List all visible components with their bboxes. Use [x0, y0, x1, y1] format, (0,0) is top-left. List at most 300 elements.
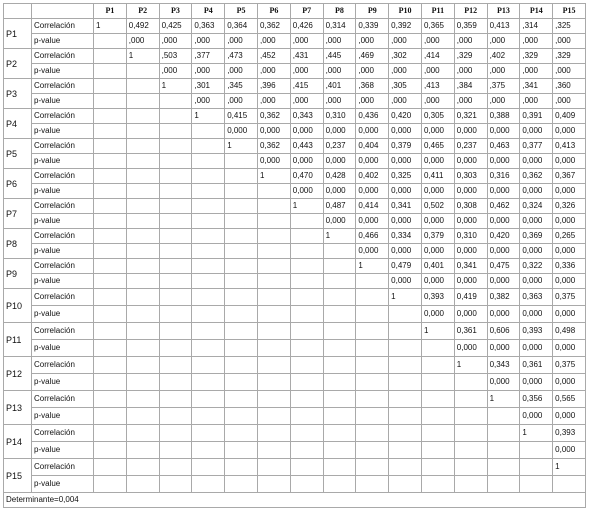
correlation-value: 0,502 [421, 199, 454, 214]
correlation-value: ,396 [257, 79, 290, 94]
correlation-row [4, 139, 586, 154]
correlation-value [225, 425, 258, 442]
pvalue-value [94, 154, 127, 169]
pvalue-value [94, 274, 127, 289]
table-body [4, 19, 586, 493]
correlation-value [94, 199, 127, 214]
pvalue-row [4, 124, 586, 139]
pvalue-value [553, 476, 586, 493]
pvalue-row [4, 374, 586, 391]
correlation-value: 0,359 [454, 19, 487, 34]
correlation-value [192, 199, 225, 214]
correlation-value: 0,428 [323, 169, 356, 184]
pvalue-value [126, 374, 159, 391]
correlation-value [159, 289, 192, 306]
correlation-value [323, 425, 356, 442]
correlation-value [159, 459, 192, 476]
pvalue-value [323, 442, 356, 459]
correlation-value [421, 425, 454, 442]
correlation-value [356, 357, 389, 374]
correlation-value: 0,393 [520, 323, 553, 340]
pvalue-value: 0,000 [553, 154, 586, 169]
pvalue-value: 0,000 [257, 154, 290, 169]
correlation-value: 0,415 [225, 109, 258, 124]
pvalue-value [356, 340, 389, 357]
pvalue-value [94, 408, 127, 425]
pvalue-value: ,000 [553, 94, 586, 109]
pvalue-value [94, 214, 127, 229]
pvalue-value [356, 442, 389, 459]
correlation-value: ,377 [192, 49, 225, 64]
pvalue-value [159, 408, 192, 425]
pvalue-value: 0,000 [487, 274, 520, 289]
pvalue-value [192, 184, 225, 199]
pvalue-value: ,000 [487, 64, 520, 79]
correlation-value [290, 259, 323, 274]
correlation-value [421, 459, 454, 476]
pvalue-value [257, 214, 290, 229]
correlation-row [4, 357, 586, 374]
correlation-row [4, 79, 586, 94]
pvalue-value [323, 244, 356, 259]
correlation-value: 0,321 [454, 109, 487, 124]
correlation-value: 0,375 [553, 357, 586, 374]
header-row [4, 4, 586, 19]
correlation-label: Correlación [32, 49, 94, 64]
correlation-value [257, 199, 290, 214]
correlation-value: ,345 [225, 79, 258, 94]
pvalue-value [126, 340, 159, 357]
correlation-value: 0,392 [389, 19, 422, 34]
correlation-value: 0,393 [421, 289, 454, 306]
pvalue-value: ,000 [323, 34, 356, 49]
pvalue-value: ,000 [389, 64, 422, 79]
correlation-value: 1 [159, 79, 192, 94]
pvalue-value [323, 476, 356, 493]
pvalue-value: 0,000 [389, 274, 422, 289]
pvalue-value [159, 94, 192, 109]
correlation-value: ,503 [159, 49, 192, 64]
pvalue-value [94, 34, 127, 49]
pvalue-value: 0,000 [290, 154, 323, 169]
correlation-label: Correlación [32, 199, 94, 214]
correlation-value: 0,343 [487, 357, 520, 374]
correlation-value: 0,388 [487, 109, 520, 124]
pvalue-value [225, 274, 258, 289]
pvalue-value: 0,000 [323, 214, 356, 229]
correlation-value [159, 357, 192, 374]
correlation-value: ,452 [257, 49, 290, 64]
correlation-value [126, 79, 159, 94]
correlation-value [126, 199, 159, 214]
pvalue-value: ,000 [192, 34, 225, 49]
correlation-value: ,329 [553, 49, 586, 64]
correlation-value [192, 229, 225, 244]
pvalue-value [225, 214, 258, 229]
correlation-label: Correlación [32, 139, 94, 154]
correlation-value [454, 425, 487, 442]
pvalue-value: 0,000 [553, 408, 586, 425]
pvalue-value [225, 154, 258, 169]
row-header: P11 [4, 323, 32, 357]
pvalue-value: 0,000 [487, 374, 520, 391]
pvalue-value: ,000 [356, 34, 389, 49]
pvalue-value [126, 154, 159, 169]
correlation-label: Correlación [32, 169, 94, 184]
correlation-value: 0,362 [257, 139, 290, 154]
pvalue-row [4, 184, 586, 199]
pvalue-value [323, 340, 356, 357]
correlation-value: 1 [389, 289, 422, 306]
pvalue-value [159, 274, 192, 289]
correlation-value: 0,336 [553, 259, 586, 274]
pvalue-value [159, 184, 192, 199]
correlation-value [94, 459, 127, 476]
pvalue-value: 0,000 [421, 184, 454, 199]
correlation-value: 0,369 [520, 229, 553, 244]
correlation-value [389, 391, 422, 408]
row-header: P15 [4, 459, 32, 493]
pvalue-value: 0,000 [487, 154, 520, 169]
pvalue-value [159, 442, 192, 459]
correlation-row [4, 323, 586, 340]
pvalue-value [159, 244, 192, 259]
pvalue-value [389, 408, 422, 425]
pvalue-value: ,000 [257, 34, 290, 49]
correlation-value: 0,339 [356, 19, 389, 34]
pvalue-value [94, 184, 127, 199]
pvalue-value [290, 244, 323, 259]
correlation-value [356, 391, 389, 408]
correlation-value: 1 [454, 357, 487, 374]
pvalue-value: 0,000 [520, 244, 553, 259]
correlation-value: 0,322 [520, 259, 553, 274]
correlation-value [257, 323, 290, 340]
pvalue-value: 0,000 [454, 124, 487, 139]
correlation-value [126, 323, 159, 340]
correlation-value [126, 259, 159, 274]
pvalue-value: 0,000 [487, 184, 520, 199]
pvalue-value [192, 442, 225, 459]
pvalue-value: 0,000 [520, 408, 553, 425]
correlation-value: 0,443 [290, 139, 323, 154]
correlation-row [4, 49, 586, 64]
correlation-value [192, 391, 225, 408]
pvalue-value: 0,000 [454, 340, 487, 357]
correlation-value: 0,361 [454, 323, 487, 340]
pvalue-value: ,000 [290, 34, 323, 49]
correlation-value: 0,487 [323, 199, 356, 214]
correlation-value [126, 109, 159, 124]
pvalue-value: 0,000 [553, 274, 586, 289]
column-header: P10 [389, 4, 422, 19]
correlation-value: 0,377 [520, 139, 553, 154]
row-header: P10 [4, 289, 32, 323]
correlation-value: 0,341 [454, 259, 487, 274]
correlation-value: 0,462 [487, 199, 520, 214]
correlation-row [4, 169, 586, 184]
row-header: P6 [4, 169, 32, 199]
correlation-value [159, 139, 192, 154]
correlation-label: Correlación [32, 425, 94, 442]
pvalue-row [4, 408, 586, 425]
pvalue-value: 0,000 [323, 184, 356, 199]
pvalue-value [454, 408, 487, 425]
correlation-value: 0,402 [356, 169, 389, 184]
pvalue-value [421, 442, 454, 459]
pvalue-value: ,000 [520, 34, 553, 49]
pvalue-value: ,000 [192, 64, 225, 79]
pvalue-value [257, 306, 290, 323]
correlation-value [126, 229, 159, 244]
correlation-value: 0,326 [553, 199, 586, 214]
correlation-value: 0,314 [323, 19, 356, 34]
correlation-value: ,473 [225, 49, 258, 64]
pvalue-value [192, 124, 225, 139]
pvalue-value [257, 476, 290, 493]
column-header: P4 [192, 4, 225, 19]
pvalue-value: 0,000 [454, 244, 487, 259]
correlation-value [520, 459, 553, 476]
correlation-value: 0,425 [159, 19, 192, 34]
pvalue-value: ,000 [225, 94, 258, 109]
correlation-value: 1 [323, 229, 356, 244]
pvalue-value: 0,000 [356, 154, 389, 169]
pvalue-value [126, 408, 159, 425]
correlation-value [487, 459, 520, 476]
correlation-value [126, 391, 159, 408]
pvalue-value: ,000 [389, 94, 422, 109]
pvalue-value [487, 476, 520, 493]
correlation-value: 0,379 [421, 229, 454, 244]
pvalue-value: 0,000 [487, 340, 520, 357]
correlation-value [323, 289, 356, 306]
pvalue-value: 0,000 [356, 214, 389, 229]
pvalue-value [356, 274, 389, 289]
pvalue-value: ,000 [126, 34, 159, 49]
pvalue-value [225, 184, 258, 199]
correlation-value [94, 289, 127, 306]
correlation-value [323, 259, 356, 274]
correlation-value: 0,362 [520, 169, 553, 184]
correlation-value: 0,362 [257, 109, 290, 124]
correlation-value [290, 289, 323, 306]
correlation-row [4, 199, 586, 214]
pvalue-value: ,000 [454, 94, 487, 109]
pvalue-label: p-value [32, 124, 94, 139]
correlation-value [225, 289, 258, 306]
pvalue-value [290, 408, 323, 425]
correlation-value [94, 323, 127, 340]
pvalue-value [126, 94, 159, 109]
correlation-value [192, 139, 225, 154]
pvalue-value: ,000 [520, 94, 553, 109]
correlation-value: ,301 [192, 79, 225, 94]
pvalue-value: 0,000 [257, 124, 290, 139]
pvalue-value [290, 214, 323, 229]
correlation-value: ,341 [520, 79, 553, 94]
pvalue-value [323, 374, 356, 391]
row-header: P4 [4, 109, 32, 139]
correlation-value [225, 323, 258, 340]
correlation-value [225, 259, 258, 274]
correlation-value [421, 357, 454, 374]
pvalue-value [389, 442, 422, 459]
pvalue-value [323, 306, 356, 323]
pvalue-value: 0,000 [323, 154, 356, 169]
correlation-value: 0,361 [520, 357, 553, 374]
pvalue-value [290, 340, 323, 357]
correlation-value: ,402 [487, 49, 520, 64]
correlation-value [126, 139, 159, 154]
correlation-value [257, 229, 290, 244]
correlation-value: ,368 [356, 79, 389, 94]
correlation-value [356, 289, 389, 306]
correlation-value: 0,419 [454, 289, 487, 306]
pvalue-value: ,000 [257, 64, 290, 79]
column-header: P2 [126, 4, 159, 19]
correlation-value: 1 [225, 139, 258, 154]
correlation-value: 1 [126, 49, 159, 64]
pvalue-value: ,000 [421, 64, 454, 79]
pvalue-value [356, 374, 389, 391]
pvalue-value: 0,000 [421, 306, 454, 323]
correlation-value: 0,237 [454, 139, 487, 154]
pvalue-value [225, 374, 258, 391]
pvalue-value [126, 476, 159, 493]
pvalue-row [4, 442, 586, 459]
correlation-value [257, 391, 290, 408]
correlation-value: 0,420 [389, 109, 422, 124]
pvalue-value: 0,000 [356, 124, 389, 139]
pvalue-value: 0,000 [487, 214, 520, 229]
pvalue-value [159, 340, 192, 357]
correlation-value: ,445 [323, 49, 356, 64]
correlation-value [94, 139, 127, 154]
correlation-value [225, 229, 258, 244]
correlation-value [126, 289, 159, 306]
correlation-value: ,375 [487, 79, 520, 94]
correlation-value [126, 425, 159, 442]
correlation-value [126, 459, 159, 476]
pvalue-value: 0,000 [356, 244, 389, 259]
correlation-value: 1 [257, 169, 290, 184]
correlation-value [192, 459, 225, 476]
row-header: P8 [4, 229, 32, 259]
pvalue-value [192, 476, 225, 493]
pvalue-value [356, 476, 389, 493]
column-header: P7 [290, 4, 323, 19]
correlation-value: ,305 [389, 79, 422, 94]
correlation-value: ,431 [290, 49, 323, 64]
correlation-value [94, 357, 127, 374]
pvalue-value: ,000 [553, 64, 586, 79]
pvalue-value [421, 340, 454, 357]
pvalue-value: 0,000 [454, 214, 487, 229]
correlation-value: 1 [421, 323, 454, 340]
pvalue-value [487, 442, 520, 459]
correlation-value: 0,420 [487, 229, 520, 244]
correlation-value [192, 289, 225, 306]
pvalue-value [126, 184, 159, 199]
correlation-label: Correlación [32, 79, 94, 94]
correlation-value [126, 357, 159, 374]
correlation-value [257, 357, 290, 374]
pvalue-value: ,000 [356, 94, 389, 109]
pvalue-value [323, 408, 356, 425]
pvalue-value: 0,000 [454, 184, 487, 199]
correlation-value [225, 199, 258, 214]
pvalue-value: 0,000 [421, 124, 454, 139]
pvalue-value: ,000 [421, 34, 454, 49]
pvalue-value [126, 124, 159, 139]
pvalue-value: 0,000 [323, 124, 356, 139]
pvalue-value [159, 154, 192, 169]
correlation-label: Correlación [32, 323, 94, 340]
pvalue-value [257, 340, 290, 357]
correlation-value: 0,341 [389, 199, 422, 214]
correlation-value: 0,237 [323, 139, 356, 154]
pvalue-value: 0,000 [520, 124, 553, 139]
pvalue-value: 0,000 [553, 184, 586, 199]
pvalue-row [4, 476, 586, 493]
correlation-value: 1 [487, 391, 520, 408]
pvalue-value: 0,000 [553, 374, 586, 391]
pvalue-value [290, 306, 323, 323]
pvalue-value: 0,000 [520, 374, 553, 391]
correlation-value [225, 391, 258, 408]
pvalue-label: p-value [32, 94, 94, 109]
correlation-value [94, 109, 127, 124]
pvalue-label: p-value [32, 408, 94, 425]
correlation-value: 0,391 [520, 109, 553, 124]
row-header: P14 [4, 425, 32, 459]
correlation-value: 0,310 [454, 229, 487, 244]
pvalue-value [94, 476, 127, 493]
correlation-label: Correlación [32, 109, 94, 124]
correlation-value [192, 357, 225, 374]
correlation-value: 1 [192, 109, 225, 124]
correlation-value [290, 357, 323, 374]
correlation-value [94, 49, 127, 64]
pvalue-value [257, 408, 290, 425]
correlation-value: 0,334 [389, 229, 422, 244]
correlation-value: 0,414 [356, 199, 389, 214]
pvalue-value: 0,000 [421, 154, 454, 169]
correlation-value [257, 289, 290, 306]
pvalue-value: ,000 [487, 34, 520, 49]
pvalue-label: p-value [32, 340, 94, 357]
correlation-value [487, 425, 520, 442]
pvalue-value: 0,000 [454, 154, 487, 169]
correlation-value [94, 169, 127, 184]
pvalue-value: 0,000 [487, 124, 520, 139]
correlation-value: 0,356 [520, 391, 553, 408]
correlation-value [356, 323, 389, 340]
correlation-value: 0,470 [290, 169, 323, 184]
correlation-row [4, 259, 586, 274]
correlation-value: ,325 [553, 19, 586, 34]
pvalue-row [4, 244, 586, 259]
correlation-value: 0,364 [225, 19, 258, 34]
pvalue-value: ,000 [553, 34, 586, 49]
column-header: P3 [159, 4, 192, 19]
pvalue-value [94, 124, 127, 139]
pvalue-value [389, 374, 422, 391]
column-header: P14 [520, 4, 553, 19]
pvalue-value [126, 306, 159, 323]
pvalue-value [520, 476, 553, 493]
